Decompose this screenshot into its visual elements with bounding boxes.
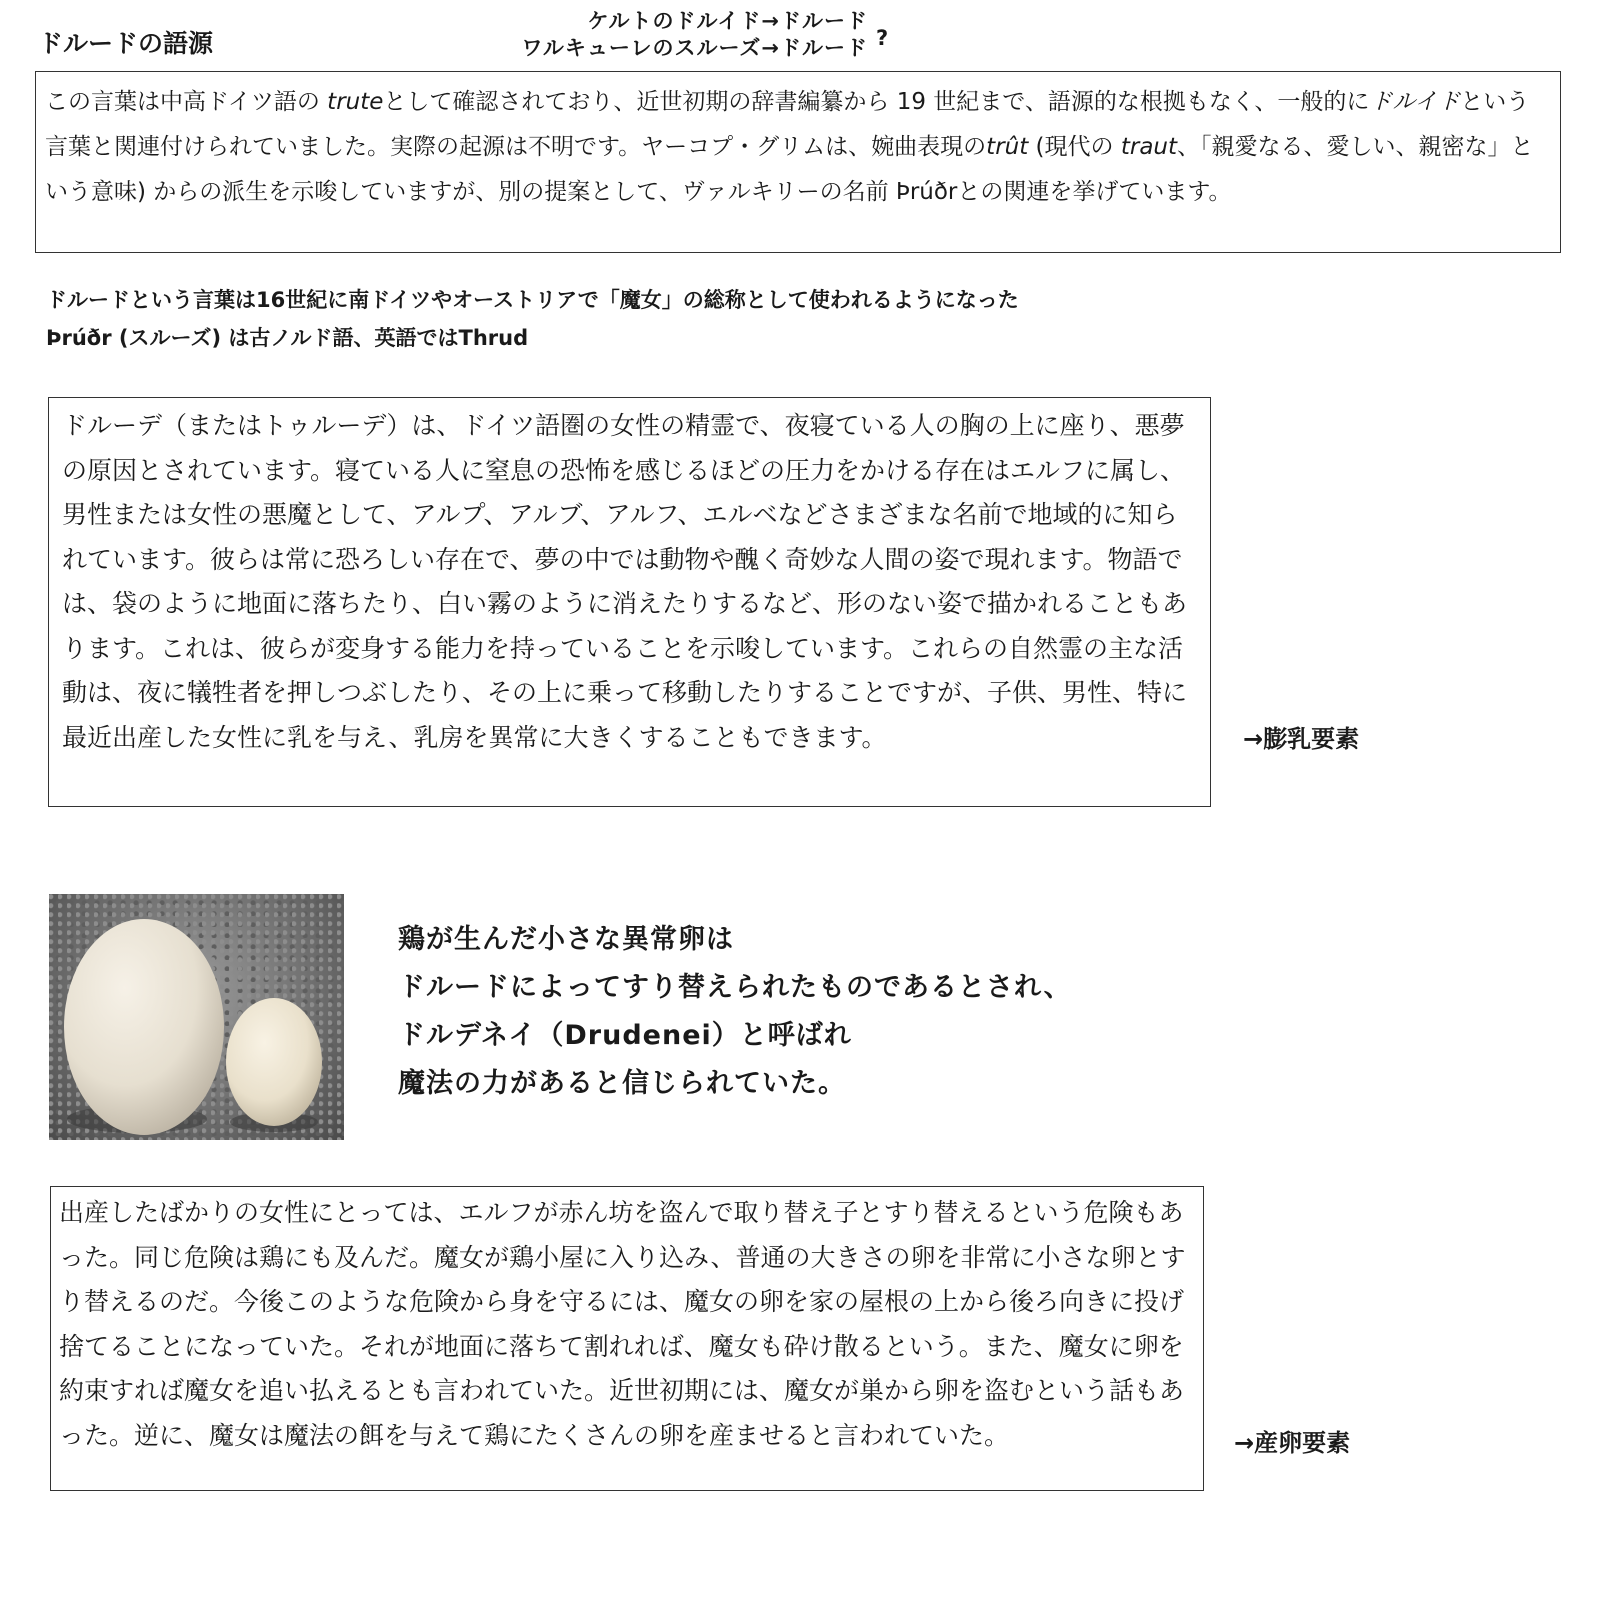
egg-story-text: 出産したばかりの女性にとっては、エルフが赤ん坊を盗んで取り替え子とすり替えるという危険もあった。同じ危険は鶏にも及んだ。魔女が鶏小屋に入り込み、普通の大きさの卵を非常に小さな卵とすり替えるのだ。今後このような危険から身を守るには、魔女の卵を家の屋根の上から後ろ向きに投げ捨てることになっていた。それが地面に落ちて割れれば、魔女も砕け散るという。また、魔女に卵を約束すれば魔女を追い払えるとも言われていた。近世初期には、魔女が巣から卵を盗むという話もあった。逆に、魔女は魔法の餌を与えて鶏にたくさんの卵を産ませると言われていた。 — [59, 1198, 1186, 1450]
header-note-valkyrie: ワルキューレのスルーズ→ドルード — [521, 36, 868, 60]
eggs-illustration — [49, 894, 344, 1140]
drude-description-text: ドルーデ（またはトゥルーデ）は、ドイツ語圏の女性の精霊で、夜寝ている人の胸の上に座り、悪夢の原因とされています。寝ている人に窒息の恐怖を感じるほどの圧力をかける存在はエルフに属し、男性または女性の悪魔として、アルプ、アルブ、アルフ、エルベなどさまざまな名前で地域的に知られています。彼らは常に恐ろしい存在で、夢の中では動物や醜く奇妙な人間の姿で現れます。物語では、袋のように地面に落ちたり、白い霧のように消えたりするなど、形のない姿で描かれることもあります。これは、彼らが変身する能力を持っていることを示唆しています。これらの自然霊の主な活動は、夜に犠牲者を押しつぶしたり、その上に乗って移動したりすることですが、子供、男性、特に最近出産した女性に乳を与え、乳房を異常に大きくすることもできます。 — [62, 411, 1188, 752]
etymology-text-4: (現代の — [1028, 134, 1121, 160]
page-title: ドルードの語源 — [38, 29, 214, 58]
etymology-text-2: として確認されており、近世初期の辞書編纂から 19 世紀まで、語源的な根拠もなく、一般的に — [383, 89, 1370, 115]
etymology-text-3: という言葉と関連付けられていました。実際の起源は不明です。ヤーコプ・グリムは、婉曲表現の — [45, 89, 1530, 160]
etymology-text-1: この言葉は中高ドイツ語の — [45, 89, 328, 115]
egg-photo — [49, 894, 344, 1140]
small-egg — [226, 998, 322, 1126]
large-egg — [64, 919, 224, 1135]
egg-caption — [398, 916, 1072, 1108]
header-note-celtic: ケルトのドルイド→ドルード — [587, 9, 868, 33]
egg-caption-line-4: 魔法の力があると信じられていた。 — [398, 1068, 846, 1099]
egg-caption-line-2: ドルードによってすり替えられたものであるとされ、 — [398, 972, 1072, 1003]
note-thrud: Þrúðr (スルーズ) は古ノルド語、英語ではThrud — [46, 326, 529, 350]
etymology-box — [35, 71, 1561, 253]
egg-caption-line-3: ドルデネイ（Drudenei）と呼ばれ — [398, 1020, 852, 1051]
term-druid: ドルイド — [1369, 89, 1461, 115]
egg-caption-line-1: 鶏が生んだ小さな異常卵は — [398, 924, 734, 955]
side-note-egg-laying: →産卵要素 — [1234, 1429, 1351, 1457]
drude-description-box — [48, 397, 1211, 807]
egg-story-box — [50, 1186, 1204, 1491]
side-note-lactation: →膨乳要素 — [1243, 725, 1360, 753]
question-mark: ? — [876, 26, 889, 50]
etymology-paragraph — [45, 80, 1546, 215]
term-trut: trût — [986, 134, 1029, 160]
term-trute: trute — [327, 89, 384, 115]
term-traut: traut — [1120, 134, 1178, 160]
etymology-text-5: 、「親愛なる、愛しい、親密な」という意味) からの派生を示唆していますが、別の提案として、ヴァルキリーの名前 Þrúðrとの関連を挙げています。 — [45, 134, 1534, 205]
header-notes — [478, 8, 868, 62]
note-witch-term: ドルードという言葉は16世紀に南ドイツやオーストリアで「魔女」の総称として使われるようになった — [46, 288, 1019, 312]
